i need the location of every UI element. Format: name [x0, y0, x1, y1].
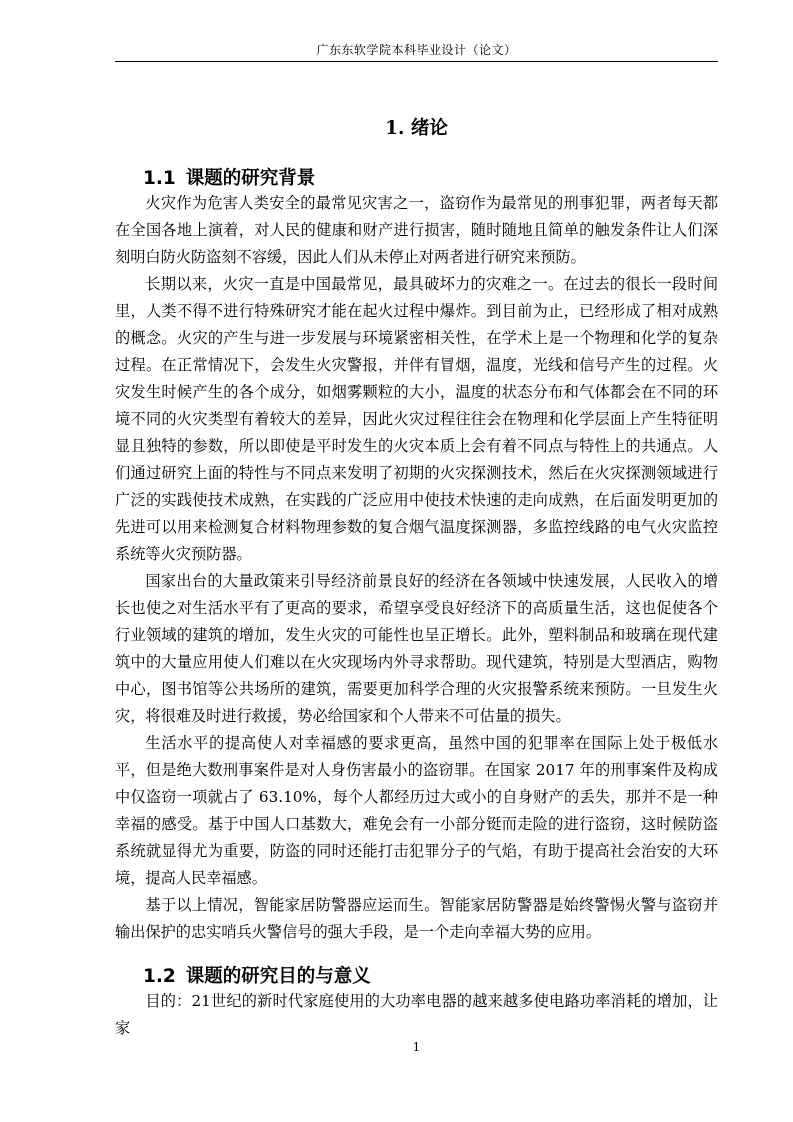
section-number: 1.2 [143, 966, 176, 987]
paragraph: 长期以来，火灾一直是中国最常见，最具破坏力的灾难之一。在过去的很长一段时间里，人类不得不进行特殊研究才能在起火过程中爆炸。到目前为止，已经形成了相对成熟的概念。火灾的产生与进一步发展与环境紧密相关性，在学术上是一个物理和化学的复杂过程。在正常情况下，会发生火灾警报，并伴有冒烟，温度，光线和信号产生的过程。火灾发生时候产生的各个成分，如烟雾颗粒的大小，温度的状态分布和气体都会在不同的环境不同的火灾类型有着较大的差异，因此火灾过程往往会在物理和化学层面上产生特征明显且独特的参数，所以即使是平时发生的火灾本质上会有着不同点与特性上的共通点。人们通过研究上面的特性与不同点来发明了初期的火灾探测技术，然后在火灾探测领域进行广泛的实践使技术成熟，在实践的广泛应用中使技术快速的走向成熟，在后面发明更加的先进可以用来检测复合材料物理参数的复合烟气温度探测器，多监控线路的电气火灾监控系统等火灾预防器。 [115, 275, 718, 563]
section-title: 课题的研究目的与意义 [185, 966, 371, 987]
paragraph: 基于以上情况，智能家居防警器应运而生。智能家居防警器是始终警惕火警与盗窃并输出保护的忠实哨兵火警信号的强大手段，是一个走向幸福大势的应用。 [115, 896, 718, 941]
section-title: 课题的研究背景 [185, 168, 316, 189]
running-header: 广东东软学院本科毕业设计（论文） [316, 43, 517, 57]
header-rule [115, 61, 718, 62]
section-1-1-body [115, 190, 718, 946]
chapter-title: 1. 绪论 [385, 118, 448, 139]
paragraph: 目的：21世纪的新时代家庭使用的大功率电器的越来越多使电路功率消耗的增加，让家 [115, 992, 718, 1037]
page-number: 1 [412, 1040, 421, 1054]
section-heading-1-2 [143, 962, 371, 988]
paragraph: 国家出台的大量政策来引导经济前景良好的经济在各领域中快速发展，人民收入的增长也使之对生活水平有了更高的要求，希望享受良好经济下的高质量生活，这也促使各个行业领域的建筑的增加，发生火灾的可能性也呈正增长。此外，塑料制品和玻璃在现代建筑中的大量应用使人们难以在火灾现场内外寻求帮助。现代建筑，特别是大型酒店，购物中心，图书馆等公共场所的建筑，需要更加科学合理的火灾报警系统来预防。一旦发生火灾，将很难及时进行救援，势必给国家和个人带来不可估量的损失。 [115, 572, 718, 725]
section-number: 1.1 [143, 168, 176, 189]
paragraph: 生活水平的提高使人对幸福感的要求更高，虽然中国的犯罪率在国际上处于极低水平，但是绝大数刑事案件是对人身伤害最小的盗窃罪。在国家 2017 年的刑事案件及构成中仅盗窃一项就占了 63.10%，每个人都经历过大或小的自身财产的丢失，那并不是一种幸福的感受。基于中国人口基数大，难免会有一小部分铤而走险的进行盗窃，这时候防盗系统就显得尤为重要，防盗的同时还能打击犯罪分子的气焰，有助于提高社会治安的大环境，提高人民幸福感。 [115, 734, 718, 887]
section-heading-1-1 [143, 164, 315, 190]
paragraph: 火灾作为危害人类安全的最常见灾害之一，盗窃作为最常见的刑事犯罪，两者每天都在全国各地上演着，对人民的健康和财产进行损害，随时随地且简单的触发条件让人们深刻明白防火防盗刻不容缓，因此人们从未停止对两者进行研究来预防。 [115, 194, 718, 266]
section-1-2-body [115, 988, 718, 1042]
